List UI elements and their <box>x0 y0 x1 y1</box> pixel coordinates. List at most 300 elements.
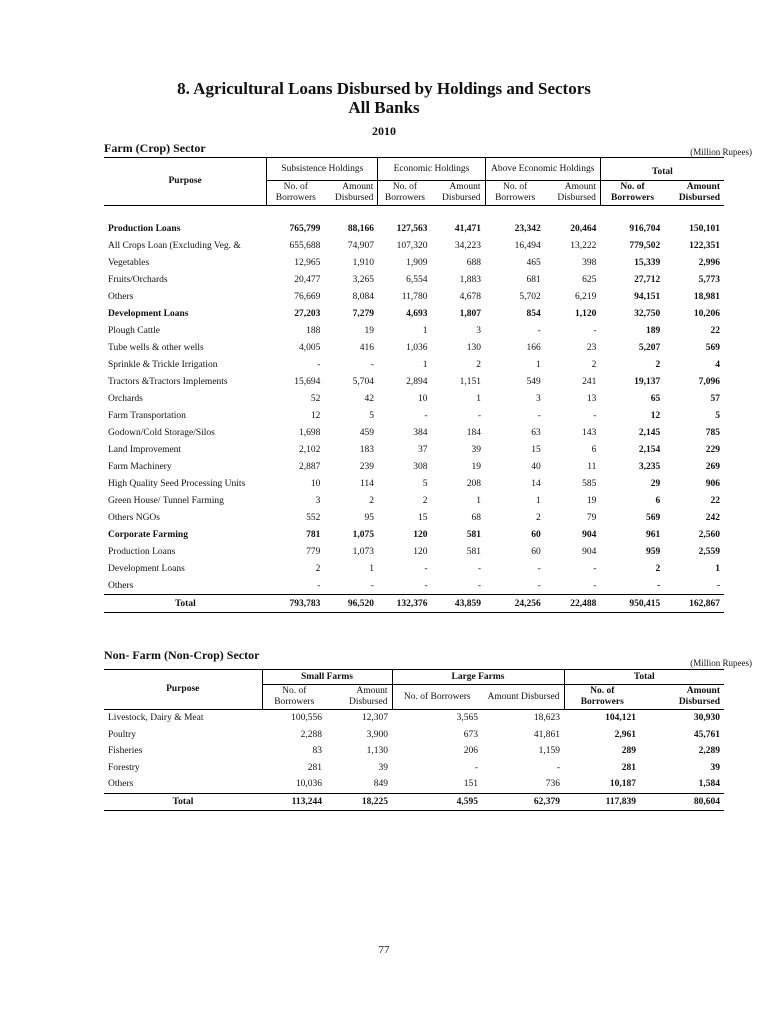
table-row <box>104 492 724 509</box>
table-cell: 5,702 <box>519 291 541 302</box>
table-cell: - <box>370 359 374 370</box>
total-row <box>104 793 724 811</box>
table-cell: 1,130 <box>366 746 388 757</box>
table-cell: 3 <box>315 495 321 506</box>
table-cell: 189 <box>645 325 661 336</box>
group-header: Total <box>564 670 724 685</box>
table-cell: 229 <box>705 444 720 455</box>
table-cell: - <box>537 563 541 574</box>
table-cell: 3,265 <box>352 274 374 285</box>
table-cell: 7,096 <box>698 376 720 387</box>
table-cell: 549 <box>526 376 541 387</box>
table-cell: 1 <box>715 563 720 574</box>
table-cell: 39 <box>378 762 388 773</box>
table-cell: 76,669 <box>294 291 321 302</box>
farm-sector-table <box>104 157 724 613</box>
table-cell: 22 <box>710 325 720 336</box>
table-row <box>104 577 724 595</box>
table-row <box>104 509 724 526</box>
group-header: Large Farms <box>392 670 564 685</box>
total-label: Total <box>174 598 196 609</box>
table-cell: 30,930 <box>693 713 720 724</box>
table-row <box>104 743 724 760</box>
row-label: Godown/Cold Storage/Silos <box>108 427 215 438</box>
table-cell: 120 <box>413 529 428 540</box>
row-label: Tube wells & other wells <box>108 342 204 353</box>
table-cell: 206 <box>463 746 478 757</box>
row-label: Vegetables <box>108 257 150 268</box>
group-header: Above Economic Holdings <box>485 158 600 181</box>
table-cell: 4,678 <box>459 291 482 302</box>
table-cell: 19 <box>471 461 482 472</box>
table-cell: - <box>474 762 478 773</box>
sub-header: Amount Disbursed <box>348 686 388 707</box>
table-cell: - <box>716 580 720 591</box>
row-label: Production Loans <box>108 546 176 557</box>
table-row <box>104 424 724 441</box>
table-cell: 241 <box>582 376 597 387</box>
table-row <box>104 441 724 458</box>
table-cell: - <box>556 762 560 773</box>
table-cell: 2,145 <box>638 427 661 438</box>
total-row <box>104 595 724 613</box>
table-cell: 289 <box>621 746 636 757</box>
table-row <box>104 526 724 543</box>
table-cell: 15,339 <box>634 257 661 268</box>
table-cell: 906 <box>705 478 720 489</box>
table-cell: 143 <box>582 427 597 438</box>
table-row <box>104 390 724 407</box>
table-cell: 68 <box>471 512 482 523</box>
table-cell: 52 <box>310 393 321 404</box>
table-cell: 5,773 <box>698 274 720 285</box>
row-label: Land Improvement <box>108 444 182 455</box>
table-cell: 95 <box>364 512 374 523</box>
group-header: Subsistence Holdings <box>267 158 378 181</box>
table-cell: 2 <box>422 495 428 506</box>
table-cell: 23,342 <box>514 223 541 234</box>
total-cell: 80,604 <box>693 796 720 807</box>
table-cell: 2,560 <box>698 529 720 540</box>
table-cell: 63 <box>531 427 541 438</box>
table-cell: 60 <box>531 529 541 540</box>
total-cell: 4,595 <box>456 796 478 807</box>
table-cell: 122,351 <box>689 240 720 251</box>
purpose-header: Purpose <box>166 684 200 694</box>
table-cell: - <box>317 580 321 591</box>
row-label: Fisheries <box>108 746 143 757</box>
table-cell: 1,910 <box>352 257 374 268</box>
table-cell: 27,712 <box>634 274 661 285</box>
table-cell: 688 <box>466 257 482 268</box>
table-row <box>104 475 724 492</box>
table-cell: 8,084 <box>352 291 374 302</box>
table-cell: 2,961 <box>614 729 636 740</box>
table-cell: 6,554 <box>406 274 428 285</box>
table-cell: 552 <box>306 512 321 523</box>
table-cell: 83 <box>312 746 322 757</box>
table-row <box>104 727 724 744</box>
table-cell: 2 <box>655 359 661 370</box>
table-row <box>104 339 724 356</box>
table-row <box>104 220 724 237</box>
table-cell: 10,187 <box>609 779 636 790</box>
total-cell: 793,783 <box>289 598 321 609</box>
table-cell: 37 <box>417 444 428 455</box>
total-cell: 950,415 <box>629 598 661 609</box>
table-cell: 5,207 <box>638 342 661 353</box>
table-cell: 2,559 <box>698 546 720 557</box>
total-cell: 113,244 <box>291 796 322 807</box>
table-row <box>104 288 724 305</box>
table-row <box>104 560 724 577</box>
table-row <box>104 254 724 271</box>
row-label: Others <box>108 779 134 790</box>
table-cell: 88,166 <box>347 223 374 234</box>
table-cell: 569 <box>645 512 661 523</box>
table-cell: 2,996 <box>698 257 720 268</box>
table-cell: - <box>657 580 661 591</box>
table-cell: 100,556 <box>291 713 322 724</box>
farm-section-heading: Farm (Crop) Sector <box>104 141 206 155</box>
table-cell: 1,036 <box>406 342 428 353</box>
table-cell: 2,154 <box>638 444 661 455</box>
table-cell: - <box>537 325 541 336</box>
table-cell: 10 <box>310 478 321 489</box>
table-row <box>104 373 724 390</box>
table-row <box>104 271 724 288</box>
table-cell: 1 <box>422 325 428 336</box>
purpose-header: Purpose <box>168 176 202 186</box>
table-cell: 12 <box>650 410 661 421</box>
table-cell: 6 <box>591 444 597 455</box>
table-cell: 2,288 <box>300 729 322 740</box>
table-cell: 3,900 <box>366 729 388 740</box>
table-cell: - <box>537 580 541 591</box>
table-row <box>104 356 724 373</box>
table-cell: 79 <box>586 512 597 523</box>
table-cell: - <box>370 580 374 591</box>
table-cell: 94,151 <box>634 291 661 302</box>
table-cell: 673 <box>463 729 478 740</box>
table-cell: 130 <box>466 342 482 353</box>
table-cell: 904 <box>582 529 597 540</box>
nonfarm-sector-table <box>104 669 724 811</box>
sub-header: No. of Borrowers <box>485 181 545 206</box>
table-cell: 765,799 <box>289 223 321 234</box>
table-cell: 29 <box>650 478 661 489</box>
table-cell: - <box>477 410 482 421</box>
table-cell: 20,477 <box>294 274 321 285</box>
total-cell: 62,379 <box>533 796 560 807</box>
group-header: Economic Holdings <box>378 158 485 181</box>
table-cell: 4,005 <box>299 342 321 353</box>
row-label: Plough Cattle <box>108 325 160 336</box>
table-cell: 65 <box>650 393 661 404</box>
table-cell: 32,750 <box>634 308 661 319</box>
table-cell: - <box>477 580 482 591</box>
group-header: Small Farms <box>262 670 392 685</box>
sub-header: No. of Borrowers <box>378 181 432 206</box>
table-cell: 239 <box>359 461 374 472</box>
total-cell: 24,256 <box>514 598 541 609</box>
table-cell: 7,279 <box>352 308 374 319</box>
table-cell: 27,203 <box>294 308 321 319</box>
table-cell: 2 <box>315 563 321 574</box>
row-label: Others <box>108 580 134 591</box>
table-cell: 23 <box>586 342 597 353</box>
row-label: Orchards <box>108 393 143 404</box>
table-cell: 15 <box>417 512 428 523</box>
table-cell: - <box>593 580 597 591</box>
table-cell: - <box>317 359 321 370</box>
table-cell: 208 <box>466 478 482 489</box>
table-cell: 2,887 <box>299 461 321 472</box>
table-cell: 1 <box>476 393 482 404</box>
table-cell: 736 <box>545 779 560 790</box>
table-cell: 4 <box>715 359 720 370</box>
table-cell: 12 <box>310 410 321 421</box>
table-cell: 384 <box>413 427 428 438</box>
sub-header: No. of Borrowers <box>564 685 640 710</box>
row-label: Livestock, Dairy & Meat <box>108 713 204 724</box>
table-cell: 20,464 <box>570 223 597 234</box>
table-cell: 459 <box>359 427 374 438</box>
table-cell: 3 <box>536 393 541 404</box>
sub-header: Amount Disbursed <box>557 182 596 203</box>
table-cell: - <box>593 325 597 336</box>
table-cell: 12,307 <box>361 713 388 724</box>
table-row <box>104 760 724 777</box>
table-cell: 465 <box>526 257 541 268</box>
table-cell: 1 <box>536 359 541 370</box>
table-cell: 581 <box>466 529 482 540</box>
table-cell: 2,894 <box>406 376 428 387</box>
row-label: High Quality Seed Processing Units <box>108 478 246 489</box>
table-cell: 10,206 <box>693 308 720 319</box>
table-cell: 585 <box>582 478 597 489</box>
table-cell: 5 <box>369 410 374 421</box>
table-cell: 10,036 <box>295 779 322 790</box>
table-cell: 74,907 <box>347 240 374 251</box>
table-cell: 625 <box>582 274 597 285</box>
total-cell: 162,867 <box>689 598 720 609</box>
table-cell: 1,909 <box>406 257 428 268</box>
table-cell: 1 <box>476 495 482 506</box>
table-cell: 13,222 <box>570 240 597 251</box>
page-subtitle: All Banks <box>348 98 420 117</box>
total-cell: 22,488 <box>570 598 597 609</box>
table-cell: 849 <box>373 779 388 790</box>
table-cell: 188 <box>306 325 321 336</box>
table-cell: 779 <box>306 546 321 557</box>
row-label: Green House/ Tunnel Farming <box>108 495 224 506</box>
table-cell: 5 <box>715 410 720 421</box>
table-cell: 60 <box>531 546 541 557</box>
table-cell: 1 <box>369 563 374 574</box>
table-row <box>104 710 724 727</box>
table-cell: 39 <box>710 762 720 773</box>
table-cell: 779,502 <box>629 240 661 251</box>
row-label: Others <box>108 291 134 302</box>
table-cell: 12,965 <box>294 257 321 268</box>
table-cell: - <box>593 410 597 421</box>
row-label: Tractors &Tractors Implements <box>108 376 228 387</box>
table-cell: 2 <box>591 359 597 370</box>
table-cell: 18,623 <box>533 713 560 724</box>
table-cell: 57 <box>710 393 720 404</box>
table-cell: 2 <box>655 563 661 574</box>
row-label: Farm Transportation <box>108 410 186 421</box>
total-cell: 18,225 <box>361 796 388 807</box>
table-cell: - <box>593 563 597 574</box>
table-cell: 120 <box>413 546 428 557</box>
table-cell: 681 <box>526 274 541 285</box>
sub-header: Amount Disbursed <box>487 691 560 702</box>
total-cell: 132,376 <box>396 598 428 609</box>
table-cell: - <box>424 580 428 591</box>
table-row <box>104 305 724 322</box>
table-cell: 1,807 <box>459 308 482 319</box>
sub-header: Amount Disbursed <box>678 686 720 707</box>
table-cell: 15,694 <box>294 376 321 387</box>
table-cell: 308 <box>413 461 428 472</box>
total-cell: 43,859 <box>454 598 482 609</box>
row-label: Others NGOs <box>108 512 160 523</box>
table-row <box>104 458 724 475</box>
table-cell: 785 <box>705 427 720 438</box>
table-cell: 904 <box>582 546 597 557</box>
sub-header: Amount Disbursed <box>678 182 720 203</box>
table-cell: 781 <box>306 529 321 540</box>
table-cell: 5,704 <box>352 376 374 387</box>
table-cell: 40 <box>531 461 541 472</box>
table-cell: 5 <box>422 478 428 489</box>
farm-unit-label: (Million Rupees) <box>690 147 752 157</box>
table-cell: 114 <box>360 478 374 489</box>
table-cell: 41,861 <box>533 729 560 740</box>
table-cell: 1 <box>422 359 428 370</box>
table-cell: 2 <box>476 359 482 370</box>
table-cell: 3 <box>476 325 482 336</box>
sub-header: No. of Borrowers <box>267 181 325 206</box>
table-cell: 183 <box>359 444 374 455</box>
table-cell: 1,073 <box>352 546 374 557</box>
table-cell: 1,151 <box>459 376 482 387</box>
table-cell: 1,698 <box>299 427 321 438</box>
table-cell: 655,688 <box>289 240 321 251</box>
sub-header: No. of Borrowers <box>600 181 664 206</box>
table-cell: 19 <box>364 325 374 336</box>
table-cell: 416 <box>359 342 374 353</box>
table-row <box>104 322 724 339</box>
total-cell: 96,520 <box>347 598 374 609</box>
row-label: Corporate Farming <box>108 529 188 540</box>
table-cell: 1 <box>536 495 541 506</box>
page-number: 77 <box>378 944 390 956</box>
row-label: Forestry <box>108 762 140 773</box>
table-cell: 1,584 <box>698 779 720 790</box>
table-cell: 15 <box>531 444 541 455</box>
sub-header: Amount Disbursed <box>442 182 481 203</box>
table-cell: 166 <box>526 342 541 353</box>
table-cell: 19,137 <box>634 376 661 387</box>
table-cell: 961 <box>645 529 661 540</box>
sub-header: No. of Borrowers <box>392 685 482 710</box>
table-cell: 19 <box>586 495 597 506</box>
group-header: Total <box>600 158 724 181</box>
table-cell: 14 <box>531 478 541 489</box>
table-cell: 1,883 <box>459 274 482 285</box>
table-row <box>104 237 724 254</box>
year-label: 2010 <box>372 124 396 138</box>
table-cell: 10 <box>417 393 428 404</box>
table-cell: 242 <box>705 512 720 523</box>
nonfarm-unit-label: (Million Rupees) <box>690 658 752 668</box>
table-cell: 4,693 <box>406 308 428 319</box>
total-label: Total <box>172 796 194 807</box>
table-cell: 6,219 <box>574 291 597 302</box>
table-cell: 127,563 <box>396 223 428 234</box>
table-cell: 854 <box>526 308 541 319</box>
nonfarm-section-heading: Non- Farm (Non-Crop) Sector <box>104 648 260 662</box>
table-cell: 3,235 <box>638 461 661 472</box>
row-label: Fruits/Orchards <box>108 274 168 285</box>
row-label: Sprinkle & Trickle Irrigation <box>108 359 218 370</box>
sub-header: No. of Borrowers <box>262 685 326 710</box>
row-label: All Crops Loan (Excluding Veg. & <box>108 240 241 251</box>
table-cell: 39 <box>471 444 482 455</box>
table-cell: 1,120 <box>574 308 597 319</box>
table-row <box>104 776 724 793</box>
table-cell: 11,780 <box>401 291 428 302</box>
table-cell: 45,761 <box>693 729 720 740</box>
table-cell: 184 <box>466 427 482 438</box>
table-cell: 41,471 <box>454 223 482 234</box>
row-label: Development Loans <box>108 308 189 319</box>
table-cell: - <box>537 410 541 421</box>
table-cell: 2 <box>536 512 541 523</box>
table-cell: 18,981 <box>693 291 720 302</box>
table-cell: 151 <box>463 779 478 790</box>
page-title: 8. Agricultural Loans Disbursed by Holdings and Sectors <box>177 79 591 98</box>
table-cell: 581 <box>466 546 482 557</box>
table-cell: 107,320 <box>396 240 428 251</box>
table-cell: 13 <box>586 393 597 404</box>
table-cell: 569 <box>705 342 720 353</box>
table-cell: 6 <box>655 495 661 506</box>
table-row <box>104 543 724 560</box>
table-cell: 281 <box>621 762 636 773</box>
table-cell: 959 <box>645 546 661 557</box>
row-label: Farm Machinery <box>108 461 172 472</box>
table-cell: - <box>424 410 428 421</box>
table-cell: 1,075 <box>352 529 374 540</box>
row-label: Poultry <box>108 729 136 740</box>
row-label: Development Loans <box>108 563 185 574</box>
table-cell: 2 <box>369 495 374 506</box>
table-cell: 281 <box>307 762 322 773</box>
table-cell: 104,121 <box>605 713 636 724</box>
table-cell: 22 <box>710 495 720 506</box>
table-cell: 2,102 <box>299 444 321 455</box>
table-cell: - <box>477 563 482 574</box>
total-cell: 117,839 <box>605 796 636 807</box>
table-cell: 398 <box>582 257 597 268</box>
table-cell: 916,704 <box>629 223 661 234</box>
row-label: Production Loans <box>108 223 181 234</box>
table-cell: 42 <box>364 393 374 404</box>
